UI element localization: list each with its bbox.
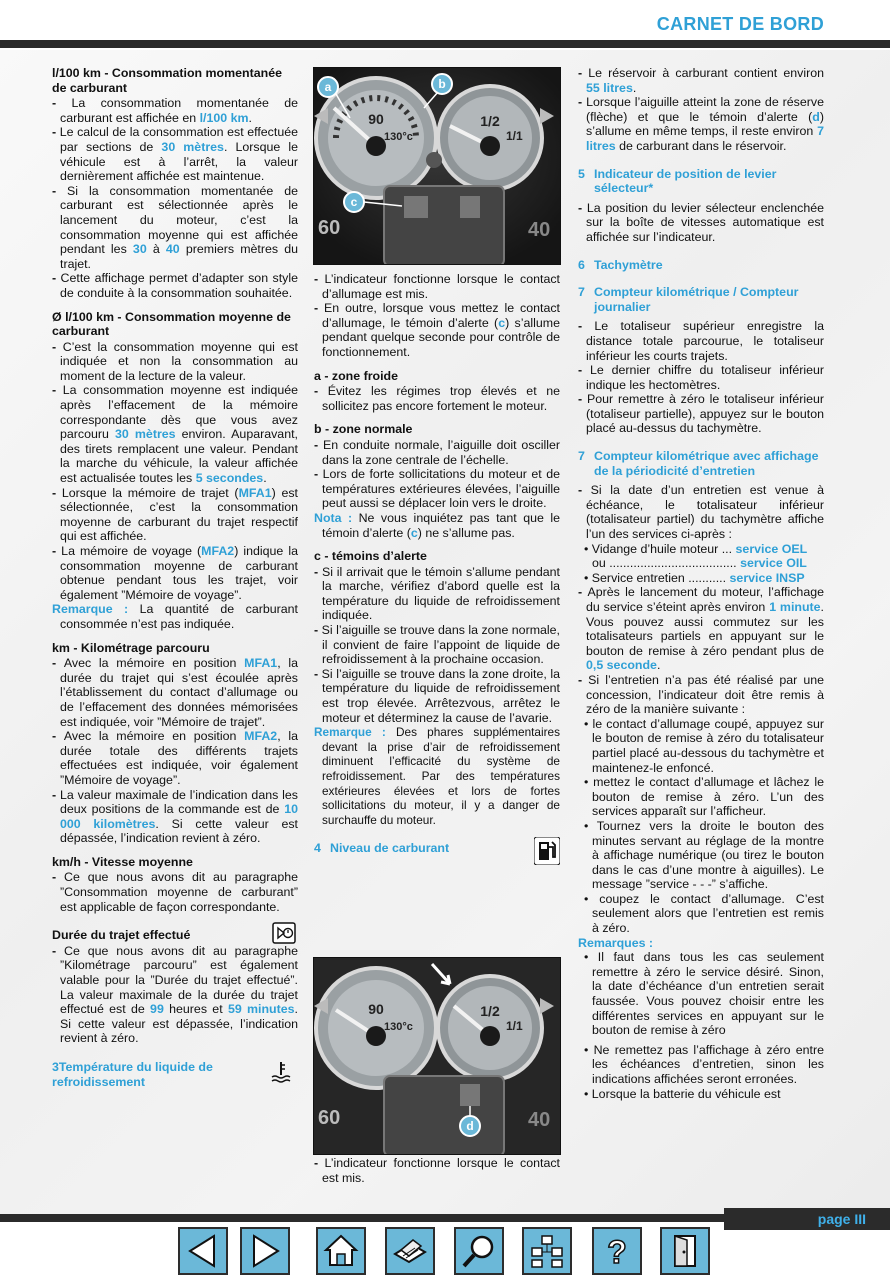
instrument-cluster-photo-temperature xyxy=(313,67,561,265)
list-item: - C’est la consommation moyenne qui est indiquée et non la consommation au moment de la lecture de la valeur. xyxy=(52,340,298,384)
highlight: 30 mètres xyxy=(161,139,224,154)
text: Après le lancement du moteur, l’affichage du service s’éteint après environ xyxy=(586,585,824,614)
arrow-right-icon xyxy=(246,1232,284,1270)
page-title: CARNET DE BORD xyxy=(656,14,824,34)
text: . Lorsque le véhicule est à l’arrêt, la valeur dernièrement affichée est maintenue. xyxy=(60,139,298,184)
callout-b: b xyxy=(438,77,446,91)
section-number: 7 xyxy=(578,449,585,464)
section-header-row xyxy=(578,258,824,273)
list-item: - Le dernier chiffre du totaliseur inférieur indique les hectomètres. xyxy=(578,363,824,392)
list-item xyxy=(52,656,298,729)
text: Le réservoir à carburant contient environ xyxy=(588,66,824,80)
list-item xyxy=(578,95,824,153)
callout-c: c xyxy=(350,195,358,209)
bullet-list xyxy=(578,66,824,154)
column-middle xyxy=(314,272,560,856)
text: Si la consommation momentanée de carburant est sélectionnée après le lancement du moteur, c’est la consommation moyenne qui est affichée pendant les xyxy=(60,183,298,257)
list-item xyxy=(52,383,298,485)
text: La valeur maximale de l’indication dans les deux positions de la commande est de xyxy=(59,787,298,817)
remarks-list xyxy=(578,950,824,1101)
section-header-row xyxy=(52,1060,298,1089)
remark-item: • Ne remettez pas l’affichage à zéro entre les échéances d’entretien, sinon les indications affichées seront erronées. xyxy=(578,1043,824,1087)
list-item: - Évitez les régimes trop élevés et ne sollicitez pas encore fortement le moteur. xyxy=(314,384,560,413)
temp-label-90: 90 xyxy=(368,1001,384,1017)
highlight: c xyxy=(410,525,418,540)
list-item xyxy=(52,486,298,544)
remark-label: Remarque : xyxy=(314,725,386,740)
text: La mémoire de voyage ( xyxy=(61,544,202,558)
section-number: 6 xyxy=(578,257,585,272)
text: Ce que nous avons dit au paragraphe ”Kilométrage parcouru” est également valable pour la ”Durée du trajet effectué”. La valeur maximale de la durée du trajet effectué est de xyxy=(60,943,298,1017)
section-title: 3Température du liquide de refroidissement xyxy=(52,1060,213,1089)
service-value: service OIL xyxy=(740,556,807,571)
list-item: - Si il arrivait que le témoin s’allume pendant la marche, vérifiez d’abord quelle est la température du liquide de refroidissement indiquée. xyxy=(314,565,560,623)
text: La consommation momentanée de carburant est affichée en xyxy=(60,96,298,125)
section-header-row xyxy=(52,928,298,943)
section-title: c - témoins d’alerte xyxy=(314,549,427,564)
printer-icon xyxy=(391,1232,429,1270)
instrument-cluster-photo-fuel xyxy=(313,957,561,1155)
text: à xyxy=(146,242,166,257)
text: . xyxy=(656,658,661,673)
list-item xyxy=(52,544,298,602)
service-value: service INSP xyxy=(729,570,805,585)
text: ) est sélectionnée, c’est la consommation moyenne de carburant du trajet respectif qui est affichée. xyxy=(60,485,298,544)
text: Avec la mémoire en position xyxy=(63,729,245,744)
bullet-list xyxy=(52,340,298,603)
service-item xyxy=(578,542,824,557)
section-title: Ø l/100 km - Consommation moyenne de carburant xyxy=(52,309,291,339)
bullet-list xyxy=(52,944,298,1046)
list-item: - Si l’aiguille se trouve dans la zone normale, il convient de faire l’appoint de liquide de refroidissement à la prochaine occasion. xyxy=(314,623,560,667)
remark-label: Remarque : xyxy=(52,602,129,617)
list-item: - L’indicateur fonctionne lorsque le contact est mis. xyxy=(314,1156,560,1185)
question-mark-icon xyxy=(598,1232,636,1270)
gauge-illustration xyxy=(314,958,560,1154)
bullet-list xyxy=(314,272,560,360)
remark-item: • Il faut dans tous les cas seulement remettre à zéro le service désiré. Sinon, la date d’échéance d’un entretien serait faussée. Vous pouvez choisir entre les différentes services en appuyant sur le bouton de remise à zéro xyxy=(578,950,824,1038)
section-header-row xyxy=(578,285,824,314)
list-item: - Si la date d’un entretien est venue à échéance, le totalisateur inférieur (totalisateur partiel) du tachymètre affiche l’un des services ci-après : xyxy=(578,483,824,541)
speed-label-60: 60 xyxy=(318,217,341,239)
svg-text:?: ? xyxy=(607,1234,627,1270)
nota xyxy=(314,511,560,540)
section-title: km - Kilométrage parcouru xyxy=(52,640,210,655)
text: environ. Auparavant, des tirets remplacent une valeur. Pendant la marche du véhicule, la valeur affichée est actualisée toutes les xyxy=(60,427,298,486)
highlight: c xyxy=(498,315,506,330)
coolant-temperature-icon xyxy=(270,1060,292,1084)
highlight: 99 xyxy=(150,1002,164,1017)
gauge-illustration xyxy=(314,68,560,264)
list-item: - L’indicateur fonctionne lorsque le contact d’allumage est mis. xyxy=(314,272,560,301)
contents-button[interactable] xyxy=(522,1227,572,1275)
service-list xyxy=(578,542,824,586)
callout-a: a xyxy=(324,80,332,94)
fuel-label-full: 1/1 xyxy=(506,1019,523,1033)
service-item xyxy=(578,571,824,586)
highlight: 55 litres xyxy=(586,80,633,95)
list-item: - Si l’aiguille se trouve dans la zone droite, la température du liquide de refroidissement est trop élevée. Arrêtezvous, arrêtez le moteur et déterminez la cause de l’avarie. xyxy=(314,667,560,725)
top-divider xyxy=(0,40,890,48)
text: premiers mètres du trajet. xyxy=(60,242,298,271)
list-item xyxy=(314,301,560,359)
text: ) indique la consommation moyenne de carburant obtenue pendant tous les trajet, voir également ”Mémoire de voyage”. xyxy=(60,544,298,602)
previous-page-button[interactable] xyxy=(178,1227,228,1275)
sitemap-icon xyxy=(528,1232,566,1270)
bullet-list xyxy=(52,96,298,300)
highlight: MFA2 xyxy=(244,729,278,744)
list-item: - En conduite normale, l’aiguille doit osciller dans la zone centrale de l’échelle. xyxy=(314,438,560,467)
list-item xyxy=(52,944,298,1046)
section-number: 7 xyxy=(578,285,585,300)
highlight: 1 minute xyxy=(769,600,821,614)
section-title: Indicateur de position de levier sélecteur* xyxy=(594,166,777,196)
text: Ne vous inquiétez pas tant que le témoin d’alerte ( xyxy=(322,510,561,540)
magnifier-icon xyxy=(460,1232,498,1270)
remark-item: • Lorsque la batterie du véhicule est xyxy=(578,1087,824,1102)
text: . Vous pouvez aussi commutez sur les totalisateurs partiels en appuyant sur le bouton de remise à zéro pendant plus de xyxy=(586,600,824,658)
text: ) s’allume en même temps, il reste environ xyxy=(586,109,824,139)
procedure-step: • coupez le contact d’allumage. C’est seulement alors que l’entretien est remis à zéro. xyxy=(578,892,824,936)
highlight: 7 litres xyxy=(586,124,824,153)
section-header-row xyxy=(314,841,560,856)
list-item: - Ce que nous avons dit au paragraphe ”Consommation moyenne de carburant” est applicable de façon correspondante. xyxy=(52,870,298,914)
bullet-list xyxy=(314,565,560,726)
highlight: MFA2 xyxy=(201,544,235,558)
column-middle-bottom xyxy=(314,1156,560,1185)
remark-text: La quantité de carburant consommée n’est pas indiquée. xyxy=(60,602,298,631)
highlight: 30 xyxy=(132,242,147,257)
bullet-list xyxy=(578,201,824,245)
list-item: - Le totaliseur supérieur enregistre la distance totale parcourue, le totaliseur inférieur les courts trajets. xyxy=(578,319,824,363)
text: La consommation moyenne est indiquée après l’effacement de la mémoire correspondante dès que vous avez parcouru xyxy=(60,383,298,442)
bullet-list xyxy=(578,483,824,541)
bullet-list xyxy=(314,384,560,413)
highlight: 40 xyxy=(165,242,180,257)
text: . xyxy=(632,80,637,95)
speed-label-40: 40 xyxy=(528,1109,551,1131)
temp-label-90: 90 xyxy=(368,111,384,127)
highlight: 5 secondes xyxy=(195,471,264,486)
column-left xyxy=(52,66,298,1089)
section-header-row xyxy=(578,167,824,196)
list-item xyxy=(52,184,298,272)
list-item xyxy=(52,125,298,183)
highlight: d xyxy=(812,109,820,124)
section-number: 4 xyxy=(314,841,321,856)
bullet-list xyxy=(52,870,298,914)
highlight: 30 mètres xyxy=(115,427,176,442)
text: Avec la mémoire en position xyxy=(63,656,245,671)
service-label: Vidange d’huile moteur ... xyxy=(591,541,733,556)
exit-door-icon xyxy=(666,1232,704,1270)
home-icon xyxy=(322,1232,360,1270)
section-title: a - zone froide xyxy=(314,368,398,383)
text: heures et xyxy=(163,1002,228,1017)
bullet-list xyxy=(578,319,824,436)
text: . xyxy=(263,471,267,486)
text: . Si cette valeur est dépassée, l’indication revient à zéro. xyxy=(60,1002,298,1046)
speed-label-40: 40 xyxy=(528,219,551,241)
section-title: km/h - Vitesse moyenne xyxy=(52,854,193,869)
highlight: 0,5 seconde xyxy=(586,658,657,673)
page-number: page III xyxy=(724,1208,890,1230)
arrow-left-icon xyxy=(184,1232,222,1270)
service-label: ou ..................................... xyxy=(592,556,737,571)
text: . Si cette valeur est dépassée, l’indication revient à zéro. xyxy=(60,816,298,846)
section-header-row xyxy=(578,449,824,478)
fuel-label-full: 1/1 xyxy=(506,129,523,143)
text: ) s’allume pendant quelque seconde pour contrôle de fonctionnement. xyxy=(322,315,560,359)
text: , la durée du trajet qui s’est écoulée après l’établissement du contact d’allumage ou de l’effacement des données mémorisées est indiquée, voir ”Mémoire de trajet”. xyxy=(60,656,298,729)
service-label: Service entretien ........... xyxy=(591,570,727,585)
highlight: MFA1 xyxy=(244,656,278,671)
column-right xyxy=(578,66,824,1101)
list-item: - Lors de forte sollicitations du moteur et de températures extérieures élevées, l’aiguille peut aussi se déplacer loin vers le droite. xyxy=(314,467,560,511)
remark xyxy=(314,725,560,827)
bullet-list xyxy=(314,1156,560,1185)
bullet-list xyxy=(52,656,298,846)
text: . xyxy=(248,110,252,125)
list-item: - La position du levier sélecteur enclenchée sur la boîte de vitesses automatique est affichée sur l’indicateur. xyxy=(578,201,824,245)
section-number: 5 xyxy=(578,166,585,181)
list-item: - Si l’entretien n’a pas été réalisé par une concession, l’indicateur doit être remis à zéro de la manière suivante : xyxy=(578,673,824,717)
print-button[interactable] xyxy=(385,1227,435,1275)
next-page-button[interactable] xyxy=(240,1227,290,1275)
home-button[interactable] xyxy=(316,1227,366,1275)
list-item: - Pour remettre à zéro le totaliseur inférieur (totaliseur partielle), appuyez sur le bouton placé au-dessus du tachymètre. xyxy=(578,392,824,436)
fuel-label-half: 1/2 xyxy=(480,1003,500,1019)
text: , la durée totale des différents trajets effectuées est indiquée, voir également ”Mémoire de voyage”. xyxy=(60,729,298,787)
text: En outre, lorsque vous mettez le contact d’allumage, le témoin d’alerte ( xyxy=(322,301,560,330)
section-title: b - zone normale xyxy=(314,422,413,437)
section-title: Compteur kilométrique / Compteur journalier xyxy=(594,285,799,314)
trip-timer-icon xyxy=(272,922,296,944)
text: de carburant dans le réservoir. xyxy=(615,138,787,153)
section-title: l/100 km - Consommation momentanée de carburant xyxy=(52,66,282,95)
temp-label-130: 130°c xyxy=(384,131,413,143)
text: ) ne s’allume pas. xyxy=(417,525,515,540)
nota-label: Nota : xyxy=(314,510,353,525)
exit-button[interactable] xyxy=(660,1227,710,1275)
fuel-pump-icon xyxy=(534,837,560,865)
section-title: Niveau de carburant xyxy=(330,841,450,856)
service-item xyxy=(578,556,824,571)
fuel-label-half: 1/2 xyxy=(480,113,500,129)
callout-d: d xyxy=(466,1119,474,1133)
list-item xyxy=(578,585,824,673)
list-item xyxy=(52,788,298,846)
procedure-step: • mettez le contact d’allumage et lâchez le bouton de remise à zéro. L’un des services apparaît sur l’afficheur. xyxy=(578,775,824,819)
highlight: 10 000 kilomètres xyxy=(60,802,298,831)
list-item xyxy=(52,729,298,787)
bullet-list xyxy=(314,438,560,511)
temp-label-130: 130°c xyxy=(384,1021,413,1033)
bullet-list xyxy=(578,585,824,716)
section-title: Tachymètre xyxy=(594,257,663,272)
highlight: MFA1 xyxy=(238,485,272,500)
highlight: l/100 km xyxy=(199,110,249,125)
search-button[interactable] xyxy=(454,1227,504,1275)
section-title: Durée du trajet effectué xyxy=(52,928,191,943)
list-item xyxy=(578,66,824,95)
list-item: - Cette affichage permet d’adapter son style de conduite à la consommation souhaitée. xyxy=(52,271,298,300)
text: Lorsque l’aiguille atteint la zone de réserve (flèche) et que le témoin d’alerte ( xyxy=(586,95,824,124)
service-value: service OEL xyxy=(735,541,808,556)
help-button[interactable] xyxy=(592,1227,642,1275)
remarks-title: Remarques : xyxy=(578,935,654,950)
remark-text: Des phares supplémentaires devant la prise d’air de refroidissement diminuent l’efficacité du système de refroidissement. Par des températures extérieures élevées et lors de fortes sollicitations du moteur, il y a danger de surchauffe du moteur. xyxy=(322,725,560,827)
highlight: 59 minutes xyxy=(227,1002,295,1017)
speed-label-60: 60 xyxy=(318,1107,341,1129)
remark xyxy=(52,602,298,631)
procedure-step: • Tournez vers la droite le bouton des minutes servant au réglage de la montre à affichage numérique (ou tirez le bouton dans le cas d’une montre à aiguilles). Le message ”service - - -” s’affiche. xyxy=(578,819,824,892)
text: Le calcul de la consommation est effectuée par sections de xyxy=(59,125,298,154)
procedure-step: • le contact d’allumage coupé, appuyez sur le bouton de remise à zéro du totalisateur partiel placé au-dessous du tachymètre et maintenez-le enfoncé. xyxy=(578,717,824,775)
procedure-list xyxy=(578,717,824,936)
text: Lorsque la mémoire de trajet ( xyxy=(61,485,239,500)
list-item xyxy=(52,96,298,125)
section-title: Compteur kilométrique avec affichage de la périodicité d’entretien xyxy=(594,449,819,478)
